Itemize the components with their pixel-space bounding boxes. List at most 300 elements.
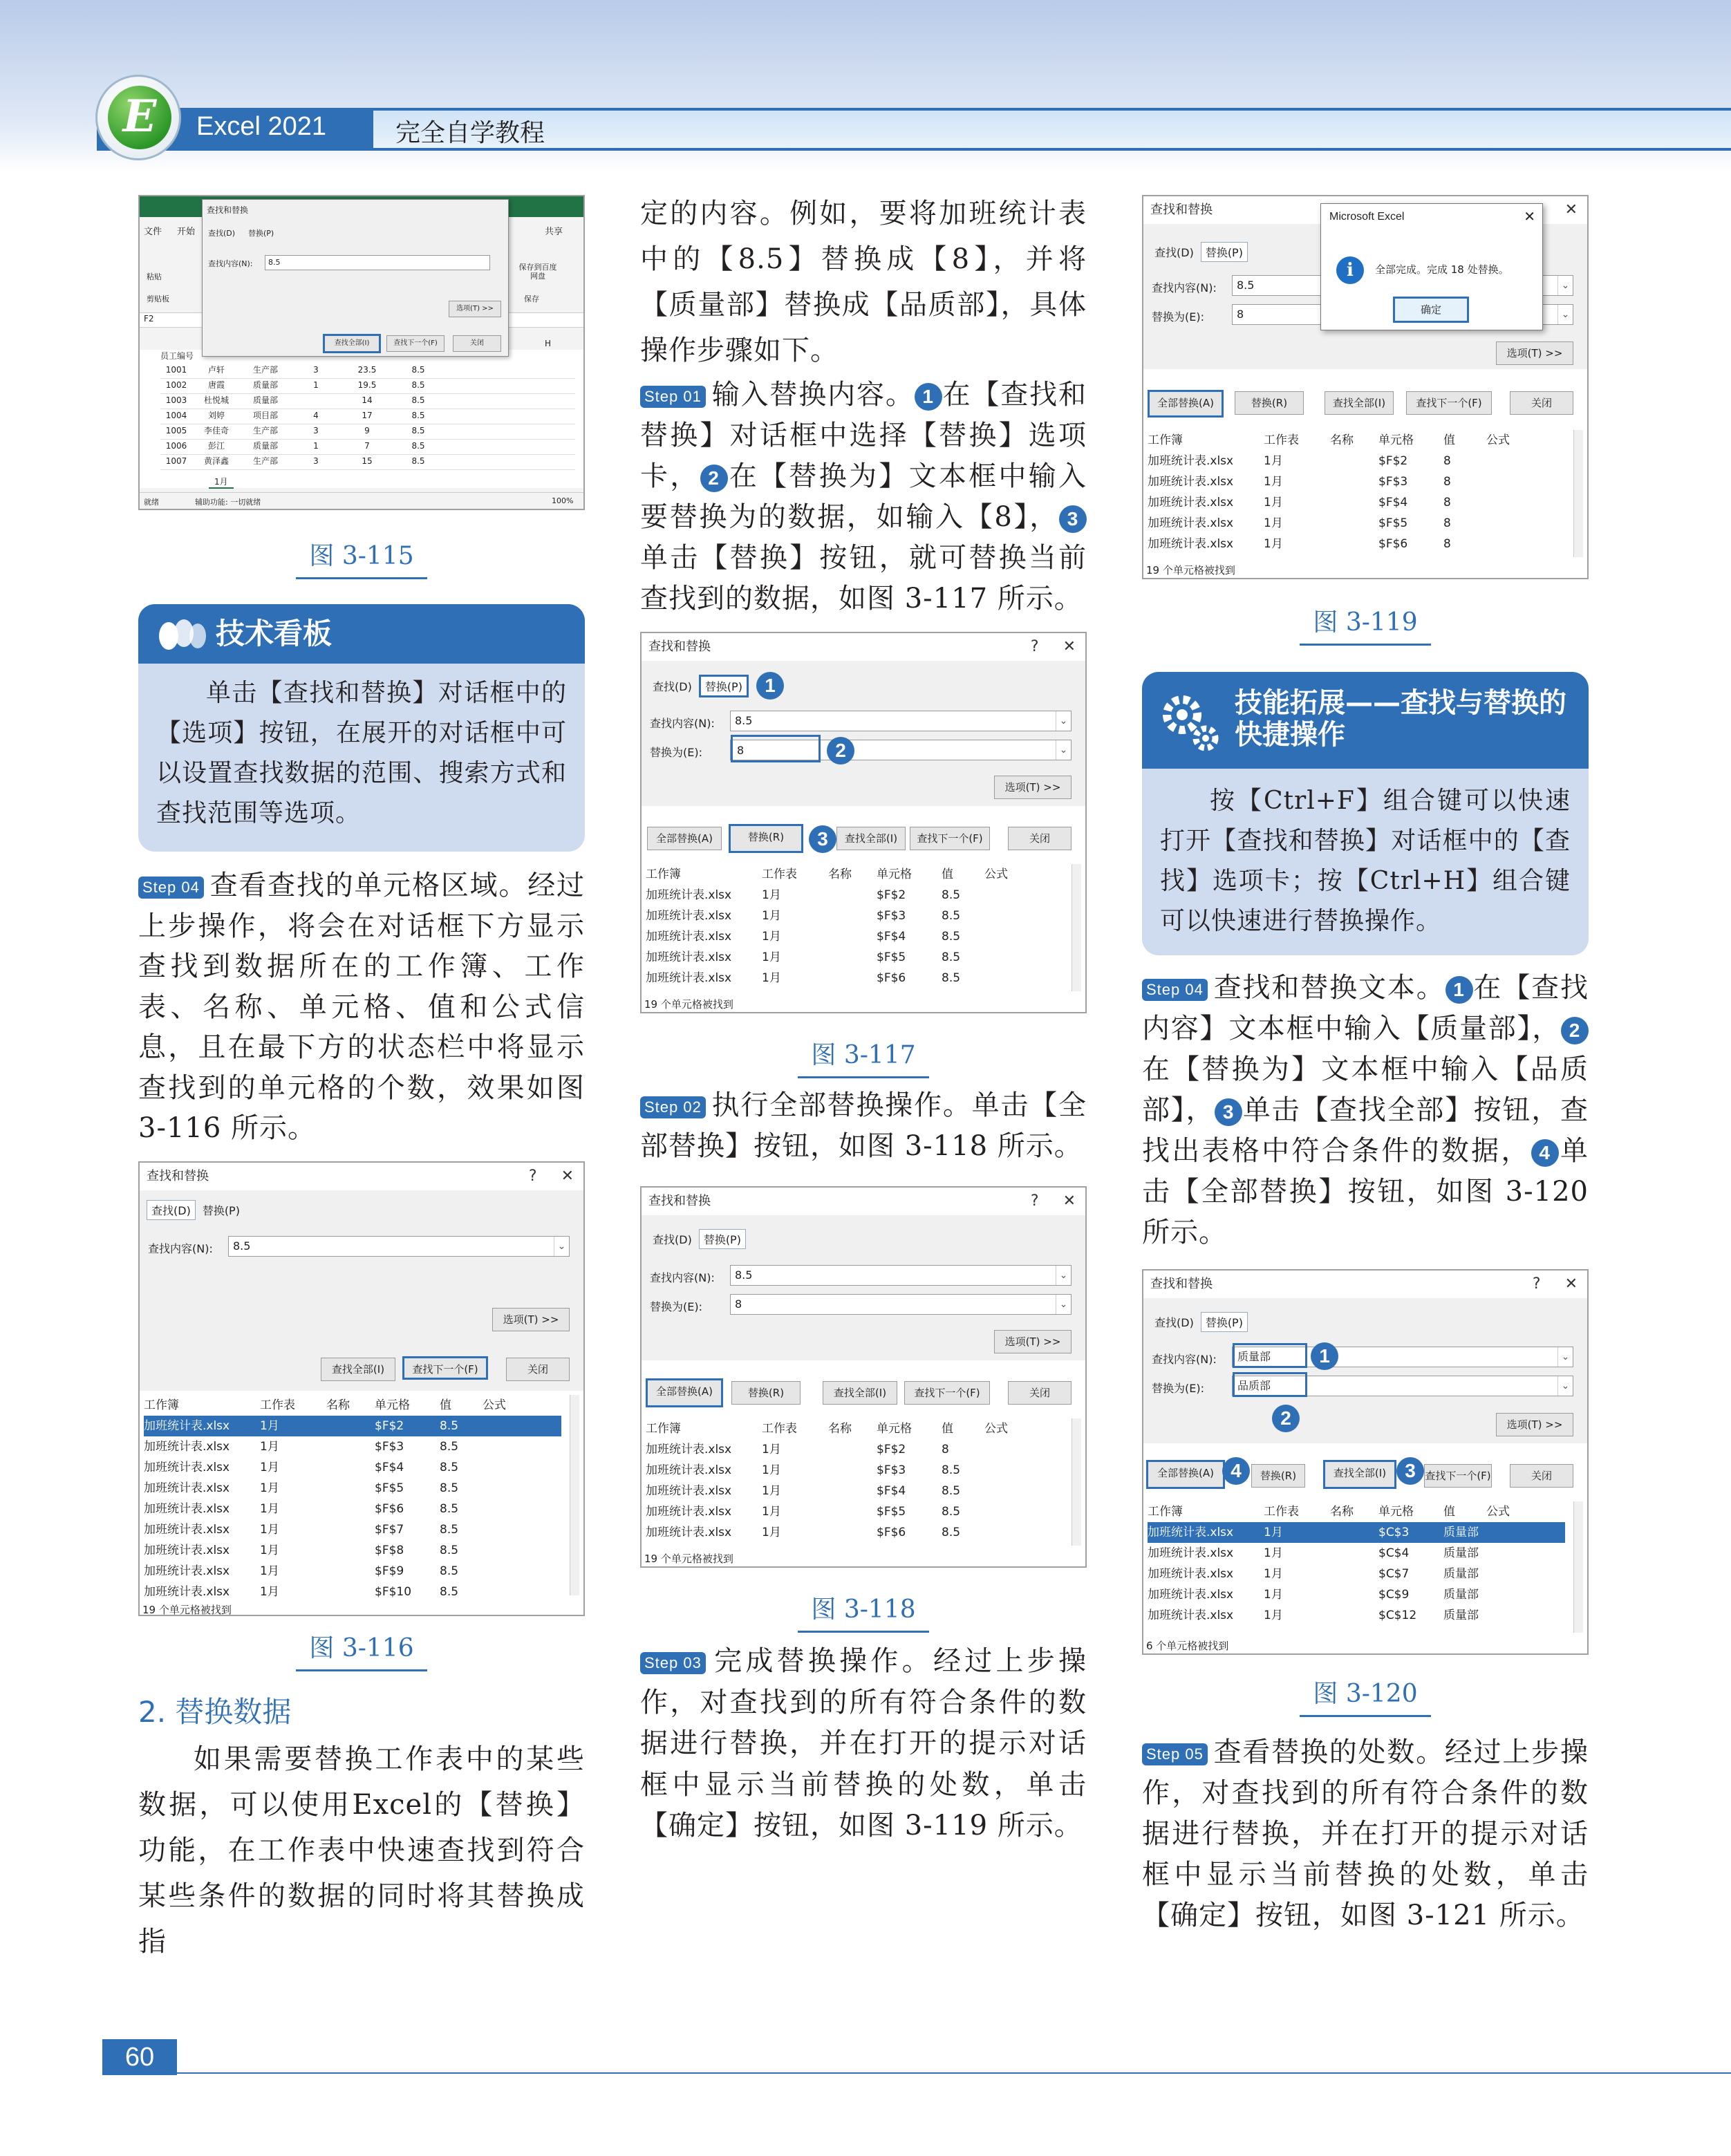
tab-find[interactable]: 查找(D) bbox=[208, 229, 236, 238]
footer-rule bbox=[177, 2072, 1731, 2074]
sheet-cell[interactable]: 8.5 bbox=[411, 456, 425, 466]
sheet-cell[interactable]: 黄泽鑫 bbox=[203, 456, 229, 466]
options-button[interactable]: 选项(T) >> bbox=[492, 1308, 570, 1331]
results-scrollbar[interactable] bbox=[1072, 864, 1081, 991]
sheet-cell[interactable]: 1 bbox=[313, 441, 319, 451]
step01-text-d: 单击【替换】按钮，就可替换当前查找到的数据，如图 3-117 所示。 bbox=[640, 542, 1087, 615]
sheet-cell[interactable]: 彭江 bbox=[207, 441, 225, 451]
column-header[interactable]: 工作簿 bbox=[646, 868, 681, 881]
sheet-cell[interactable]: 8.5 bbox=[411, 411, 425, 420]
results-table bbox=[646, 864, 1063, 988]
table-cell: 加班统计表.xlsx bbox=[1148, 1588, 1234, 1602]
marker-2: 2 bbox=[827, 737, 854, 765]
table-cell: 8.5 bbox=[942, 1484, 961, 1498]
table-cell: 加班统计表.xlsx bbox=[646, 1463, 732, 1477]
ribbon-save-group: 保存 bbox=[524, 294, 539, 303]
help-close-icons[interactable]: ? ✕ bbox=[1030, 1192, 1076, 1210]
table-row[interactable] bbox=[646, 1501, 1063, 1522]
table-cell: 8.5 bbox=[942, 1463, 961, 1477]
column-header[interactable]: 公式 bbox=[984, 1422, 1008, 1436]
table-cell: 8.5 bbox=[440, 1564, 459, 1578]
dialog-title: 查找和替换 bbox=[207, 205, 249, 215]
column-header[interactable]: 值 bbox=[1443, 1505, 1455, 1519]
table-row[interactable] bbox=[646, 926, 1063, 947]
table-row[interactable] bbox=[1148, 513, 1565, 534]
replace-button[interactable]: 替换(R) bbox=[1235, 391, 1304, 415]
sheet-cell[interactable]: 生产部 bbox=[252, 365, 278, 375]
help-close-icons[interactable]: ? ✕ bbox=[1532, 1275, 1578, 1293]
sheet-cell[interactable]: 9 bbox=[364, 426, 370, 435]
table-row[interactable] bbox=[144, 1478, 561, 1499]
logo-icon: E bbox=[108, 86, 171, 149]
replace-input[interactable]: 8 ⌄ bbox=[1232, 304, 1573, 325]
table-cell: 8.5 bbox=[440, 1419, 459, 1433]
dialog-title: 查找和替换 bbox=[1150, 1277, 1213, 1291]
table-row[interactable] bbox=[144, 1582, 561, 1602]
step03-paragraph bbox=[640, 1641, 1087, 1847]
caption-3-115: 图 3-115 bbox=[277, 536, 447, 579]
options-button[interactable]: 选项(T) >> bbox=[449, 301, 501, 317]
status-accessibility: 辅助功能: 一切就绪 bbox=[195, 498, 261, 507]
tab-find[interactable]: 查找(D) bbox=[653, 680, 692, 693]
column-header[interactable]: 工作表 bbox=[1264, 433, 1299, 447]
step04a-paragraph bbox=[138, 865, 585, 1149]
table-cell: 加班统计表.xlsx bbox=[1148, 454, 1234, 468]
table-cell: 1月 bbox=[762, 1505, 781, 1519]
sheet-cell[interactable]: 14 bbox=[362, 395, 373, 405]
table-row[interactable] bbox=[646, 906, 1063, 926]
sheet-cell[interactable]: 8.5 bbox=[411, 395, 425, 405]
column-header[interactable]: 工作表 bbox=[762, 1422, 797, 1436]
table-cell: 加班统计表.xlsx bbox=[1148, 475, 1234, 489]
ribbon-clipboard-group: 剪贴板 bbox=[147, 294, 169, 303]
column-header[interactable]: 单元格 bbox=[1378, 1505, 1414, 1519]
table-cell: 1月 bbox=[762, 1463, 781, 1477]
sheet-cell[interactable]: 8.5 bbox=[411, 426, 425, 435]
figure-3-119 bbox=[1142, 195, 1589, 579]
find-all-button[interactable]: 查找全部(I) bbox=[836, 827, 906, 850]
table-cell: $F$5 bbox=[877, 950, 906, 964]
options-button[interactable]: 选项(T) >> bbox=[994, 1330, 1072, 1353]
tab-replace[interactable]: 替换(P) bbox=[699, 1229, 746, 1249]
marker-1: 1 bbox=[1311, 1342, 1338, 1370]
sheet-cell[interactable]: 质量部 bbox=[252, 395, 278, 405]
worksheet-grid bbox=[140, 350, 585, 488]
ribbon-home-tab[interactable]: 开始 bbox=[177, 227, 196, 237]
column-header[interactable]: 值 bbox=[942, 1422, 953, 1436]
step-badge: Step 03 bbox=[640, 1652, 706, 1674]
options-button[interactable]: 选项(T) >> bbox=[994, 776, 1072, 799]
marker-3: 3 bbox=[1215, 1098, 1242, 1126]
sheet-cell[interactable]: 1002 bbox=[165, 380, 187, 390]
figure-3-116 bbox=[138, 1161, 585, 1616]
find-input[interactable]: 8.5 ⌄ bbox=[730, 1265, 1072, 1286]
find-next-button[interactable]: 查找下一个(F) bbox=[402, 1356, 488, 1380]
step-badge: Step 02 bbox=[640, 1096, 706, 1118]
sheet-cell[interactable]: 生产部 bbox=[252, 426, 278, 435]
step04a-text: 查看查找的单元格区域。经过上步操作，将会在对话框下方显示查找到数据所在的工作簿、工作表、名称、单元格、值和公式信息，且在最下方的状态栏中将显示查找到的单元格的个数，效果如图 3-116 所示。 bbox=[138, 870, 585, 1144]
sheet-tab-jan[interactable]: 1月 bbox=[209, 476, 234, 489]
close-button[interactable]: 关闭 bbox=[1510, 1464, 1573, 1488]
table-cell: 8 bbox=[1443, 496, 1451, 509]
close-button[interactable]: 关闭 bbox=[506, 1358, 570, 1381]
column-header[interactable]: 名称 bbox=[1330, 1505, 1354, 1519]
table-row[interactable] bbox=[1148, 1522, 1565, 1543]
results-status: 19 个单元格被找到 bbox=[1146, 564, 1235, 577]
sheet-cell[interactable]: 刘婷 bbox=[207, 411, 225, 420]
replace-all-button[interactable]: 全部替换(A) bbox=[646, 1378, 723, 1407]
column-header[interactable]: 值 bbox=[942, 868, 953, 881]
table-cell: 加班统计表.xlsx bbox=[646, 888, 732, 902]
sheet-cell[interactable]: 19.5 bbox=[357, 380, 377, 390]
step-badge: Step 04 bbox=[138, 877, 204, 899]
table-cell: $F$3 bbox=[877, 909, 906, 923]
replace-input[interactable]: 8 ⌄ bbox=[730, 1294, 1072, 1315]
table-cell: $F$2 bbox=[877, 1443, 906, 1456]
table-cell: $F$4 bbox=[877, 1484, 906, 1498]
table-cell: 加班统计表.xlsx bbox=[1148, 1567, 1234, 1581]
figure-3-115 bbox=[138, 195, 585, 510]
tab-find[interactable]: 查找(D) bbox=[1154, 1316, 1194, 1329]
replace-button[interactable]: 替换(R) bbox=[1251, 1464, 1305, 1488]
find-replace-dialog bbox=[202, 199, 509, 357]
column-header[interactable]: 工作簿 bbox=[1148, 1505, 1183, 1519]
tech-tip-title: 技术看板 bbox=[216, 617, 333, 650]
tech-tip-body: 单击【查找和替换】对话框中的【选项】按钮，在展开的对话框中可以设置查找数据的范围、搜索方式和查找范围等选项。 bbox=[156, 679, 567, 827]
table-cell: $C$4 bbox=[1378, 1546, 1410, 1560]
sheet-row bbox=[160, 364, 575, 379]
column-header[interactable]: 名称 bbox=[828, 868, 852, 881]
sheet-cell[interactable]: 质量部 bbox=[252, 441, 278, 451]
dialog-title: 查找和替换 bbox=[648, 1194, 711, 1208]
table-cell: $F$3 bbox=[375, 1440, 404, 1454]
gear-icon bbox=[1157, 688, 1224, 755]
column-header[interactable]: 单元格 bbox=[375, 1398, 410, 1412]
column-header[interactable]: 公式 bbox=[984, 868, 1008, 881]
sheet-row bbox=[160, 409, 575, 424]
table-cell: 8.5 bbox=[942, 1526, 961, 1539]
sheet-cell[interactable]: 23.5 bbox=[357, 365, 377, 375]
step04b-text-c: 在【替换为】文本框中输入【品质部】， bbox=[1142, 1053, 1589, 1126]
table-cell: 1月 bbox=[762, 950, 781, 964]
sheet-cell[interactable]: 1004 bbox=[165, 411, 187, 420]
sheet-cell[interactable]: 杜悦城 bbox=[203, 395, 229, 405]
sheet-cell[interactable]: 生产部 bbox=[252, 456, 278, 466]
table-cell: 质量部 bbox=[1443, 1567, 1479, 1581]
find-all-button[interactable]: 查找全部(I) bbox=[1325, 391, 1394, 415]
results-table bbox=[1148, 1501, 1565, 1626]
chevron-down-icon[interactable]: ⌄ bbox=[554, 1237, 569, 1256]
marker-1: 1 bbox=[756, 672, 784, 700]
find-input[interactable]: 质量部 ⌄ bbox=[1232, 1347, 1573, 1367]
marker-1: 1 bbox=[1445, 976, 1473, 1004]
chevron-down-icon[interactable]: ⌄ bbox=[1056, 740, 1071, 760]
table-row[interactable] bbox=[144, 1519, 561, 1540]
table-cell: 8 bbox=[1443, 475, 1451, 489]
table-row[interactable] bbox=[646, 885, 1063, 906]
column-header[interactable]: 值 bbox=[1443, 433, 1455, 447]
table-cell: 加班统计表.xlsx bbox=[144, 1502, 230, 1516]
sheet-cell[interactable]: 质量部 bbox=[252, 380, 278, 390]
sheet-cell[interactable]: 3 bbox=[313, 456, 319, 466]
sheet-cell[interactable]: 15 bbox=[362, 456, 373, 466]
table-cell: 加班统计表.xlsx bbox=[646, 1526, 732, 1539]
table-cell: 8 bbox=[1443, 454, 1451, 468]
table-cell: 1月 bbox=[1264, 1526, 1283, 1539]
sheet-cell[interactable]: 唐霞 bbox=[207, 380, 225, 390]
replace-all-button[interactable]: 全部替换(A) bbox=[1146, 1460, 1225, 1489]
table-cell: 1月 bbox=[762, 888, 781, 902]
column-header[interactable]: 单元格 bbox=[877, 868, 912, 881]
sheet-cell[interactable]: 8.5 bbox=[411, 380, 425, 390]
table-row[interactable] bbox=[1148, 534, 1565, 554]
table-row[interactable] bbox=[1148, 1584, 1565, 1605]
skill-tip-body: 按【Ctrl+F】组合键可以快速打开【查找和替换】对话框中的【查找】选项卡；按【Ctrl+H】组合键可以快速进行替换操作。 bbox=[1160, 787, 1571, 935]
column-header[interactable]: 名称 bbox=[326, 1398, 350, 1412]
sheet-cell[interactable]: 4 bbox=[313, 411, 319, 420]
sheet-cell[interactable]: 1005 bbox=[165, 426, 187, 435]
chevron-down-icon[interactable]: ⌄ bbox=[1557, 276, 1573, 295]
results-header bbox=[646, 864, 1063, 885]
sheet-cell[interactable]: 1003 bbox=[165, 395, 187, 405]
close-button[interactable]: 关闭 bbox=[1008, 1381, 1072, 1405]
table-cell: 1月 bbox=[1264, 1609, 1283, 1622]
replace-input[interactable]: 品质部 ⌄ bbox=[1232, 1376, 1573, 1396]
tab-replace[interactable]: 替换(P) bbox=[248, 229, 274, 238]
tech-tip-icon bbox=[156, 617, 209, 653]
find-next-button[interactable]: 查找下一个(F) bbox=[904, 1381, 990, 1405]
column-header[interactable]: 工作表 bbox=[260, 1398, 295, 1412]
table-row[interactable] bbox=[1148, 451, 1565, 471]
caption-3-116: 图 3-116 bbox=[277, 1629, 447, 1671]
ok-button[interactable]: 确定 bbox=[1393, 297, 1469, 323]
column-header[interactable]: 单元格 bbox=[1378, 433, 1414, 447]
step01-text-a: 输入替换内容。 bbox=[711, 379, 915, 411]
table-row[interactable] bbox=[646, 1439, 1063, 1460]
table-cell: 1月 bbox=[1264, 475, 1283, 489]
find-label: 查找内容(N): bbox=[148, 1242, 213, 1255]
tab-find[interactable]: 查找(D) bbox=[653, 1233, 692, 1246]
column-header[interactable]: 名称 bbox=[1330, 433, 1354, 447]
column-header[interactable]: 工作簿 bbox=[144, 1398, 179, 1412]
column-header[interactable]: 单元格 bbox=[877, 1422, 912, 1436]
caption-3-117: 图 3-117 bbox=[778, 1035, 948, 1078]
table-cell: 加班统计表.xlsx bbox=[144, 1481, 230, 1495]
sheet-cell[interactable]: 1007 bbox=[165, 456, 187, 466]
table-cell: $F$4 bbox=[877, 930, 906, 944]
table-row[interactable] bbox=[144, 1540, 561, 1561]
step04b-text-e: 单击【全部替换】按钮，如图 3-120 所示。 bbox=[1142, 1135, 1589, 1248]
sheet-cell[interactable]: 8.5 bbox=[411, 365, 425, 375]
table-cell: 1月 bbox=[1264, 1588, 1283, 1602]
skill-tip-box bbox=[1142, 672, 1589, 955]
find-all-button[interactable]: 查找全部(I) bbox=[321, 1358, 395, 1381]
column-header[interactable]: 值 bbox=[440, 1398, 451, 1412]
close-button[interactable]: 关闭 bbox=[1008, 827, 1072, 850]
table-row[interactable] bbox=[646, 1522, 1063, 1543]
chevron-down-icon[interactable]: ⌄ bbox=[1056, 1266, 1071, 1285]
close-icon[interactable]: ✕ bbox=[1564, 201, 1578, 218]
find-label: 查找内容(N): bbox=[1152, 281, 1217, 294]
results-scrollbar[interactable] bbox=[1072, 1418, 1081, 1546]
replace-all-button[interactable]: 全部替换(A) bbox=[647, 827, 722, 850]
step-badge: Step 01 bbox=[640, 386, 706, 408]
status-ready: 就绪 bbox=[144, 498, 159, 507]
table-row[interactable] bbox=[1148, 1543, 1565, 1564]
help-close-icons[interactable]: ? ✕ bbox=[528, 1168, 574, 1185]
chevron-down-icon[interactable]: ⌄ bbox=[1557, 1376, 1573, 1396]
replace-button[interactable]: 替换(R) bbox=[729, 824, 803, 853]
table-row[interactable] bbox=[144, 1561, 561, 1582]
table-cell: 8.5 bbox=[942, 950, 961, 964]
chevron-down-icon[interactable]: ⌄ bbox=[1557, 1347, 1573, 1367]
table-row[interactable] bbox=[1148, 1564, 1565, 1584]
table-cell: $F$7 bbox=[375, 1523, 404, 1537]
column-header[interactable]: 工作表 bbox=[1264, 1505, 1299, 1519]
replace-all-button[interactable]: 全部替换(A) bbox=[1148, 390, 1224, 418]
step04b-text-d: 单击【查找全部】按钮，查找出表格中符合条件的数据， bbox=[1142, 1094, 1589, 1167]
find-all-button[interactable]: 查找全部(I) bbox=[823, 1381, 897, 1405]
find-all-button[interactable]: 查找全部(I) bbox=[323, 334, 381, 353]
table-cell: $F$10 bbox=[375, 1585, 412, 1599]
table-row[interactable] bbox=[646, 1481, 1063, 1501]
table-row[interactable] bbox=[144, 1457, 561, 1478]
table-cell: 1月 bbox=[1264, 1546, 1283, 1560]
name-box[interactable]: F2 bbox=[144, 314, 154, 324]
table-row[interactable] bbox=[646, 968, 1063, 988]
ribbon-share-button[interactable]: 共享 bbox=[545, 227, 563, 237]
table-cell: 1月 bbox=[260, 1419, 279, 1433]
help-close-icons[interactable]: ? ✕ bbox=[1030, 638, 1076, 655]
status-zoom[interactable]: 100% bbox=[552, 496, 574, 505]
results-status: 19 个单元格被找到 bbox=[644, 998, 733, 1011]
tab-replace[interactable]: 替换(P) bbox=[1201, 1312, 1248, 1332]
sheet-cell[interactable]: 17 bbox=[362, 411, 373, 420]
sheet-cell[interactable]: 1 bbox=[313, 380, 319, 390]
chevron-down-icon[interactable]: ⌄ bbox=[1056, 711, 1071, 731]
caption-3-118: 图 3-118 bbox=[778, 1590, 948, 1633]
replace-input[interactable]: 8 ⌄ bbox=[730, 740, 1072, 760]
options-button[interactable]: 选项(T) >> bbox=[1496, 1413, 1573, 1436]
table-row[interactable] bbox=[1148, 1605, 1565, 1626]
sheet-cell[interactable]: 3 bbox=[313, 365, 319, 375]
sheet-cell[interactable]: 项目部 bbox=[252, 411, 278, 420]
replace-button[interactable]: 替换(R) bbox=[731, 1381, 801, 1405]
table-row[interactable] bbox=[144, 1499, 561, 1519]
tab-replace[interactable]: 替换(P) bbox=[1201, 242, 1248, 262]
table-row[interactable] bbox=[144, 1436, 561, 1457]
results-scrollbar[interactable] bbox=[1573, 1501, 1583, 1633]
sheet-cell[interactable]: 3 bbox=[313, 426, 319, 435]
table-cell: $F$2 bbox=[375, 1419, 404, 1433]
results-header bbox=[1148, 430, 1565, 451]
table-cell: 加班统计表.xlsx bbox=[1148, 1546, 1234, 1560]
results-scrollbar[interactable] bbox=[570, 1395, 579, 1595]
table-cell: $F$9 bbox=[375, 1564, 404, 1578]
close-button[interactable]: 关闭 bbox=[1510, 391, 1573, 415]
find-all-button[interactable]: 查找全部(I) bbox=[1323, 1460, 1396, 1489]
find-input[interactable]: 8.5 ⌄ bbox=[730, 711, 1072, 731]
table-cell: 加班统计表.xlsx bbox=[144, 1523, 230, 1537]
tab-find[interactable]: 查找(D) bbox=[1154, 246, 1194, 259]
sheet-row bbox=[160, 455, 575, 470]
column-header[interactable]: 名称 bbox=[828, 1422, 852, 1436]
table-cell: 加班统计表.xlsx bbox=[646, 909, 732, 923]
find-next-button[interactable]: 查找下一个(F) bbox=[1424, 1464, 1492, 1488]
table-row[interactable] bbox=[646, 1460, 1063, 1481]
ribbon-file-tab[interactable]: 文件 bbox=[144, 227, 162, 237]
sheet-cell[interactable]: 李佳奇 bbox=[203, 426, 229, 435]
step05-paragraph bbox=[1142, 1732, 1589, 1936]
find-next-button[interactable]: 查找下一个(F) bbox=[386, 335, 445, 352]
column-header[interactable]: 公式 bbox=[1486, 1505, 1510, 1519]
column-header[interactable]: 公式 bbox=[483, 1398, 506, 1412]
table-cell: 8.5 bbox=[942, 930, 961, 944]
table-cell: 加班统计表.xlsx bbox=[646, 950, 732, 964]
find-label: 查找内容(N): bbox=[650, 717, 715, 730]
column-header[interactable]: 公式 bbox=[1486, 433, 1510, 447]
skill-tip-title-1: 技能拓展——查找与替换的 bbox=[1235, 687, 1566, 719]
sheet-cell[interactable]: 1006 bbox=[165, 441, 187, 451]
table-cell: $F$5 bbox=[1378, 516, 1408, 530]
options-button[interactable]: 选项(T) >> bbox=[1496, 341, 1573, 365]
column-header[interactable]: 工作表 bbox=[762, 868, 797, 881]
skill-tip-title-2: 快捷操作 bbox=[1235, 719, 1345, 751]
ribbon-save-to-cloud[interactable]: 保存到百度网盘 bbox=[518, 263, 557, 281]
sheet-cell[interactable]: 卢轩 bbox=[207, 365, 225, 375]
tab-replace[interactable]: 替换(P) bbox=[699, 675, 749, 697]
close-button[interactable]: 关闭 bbox=[453, 335, 501, 352]
close-icon[interactable]: ✕ bbox=[1524, 208, 1535, 225]
marker-3: 3 bbox=[1396, 1457, 1424, 1485]
table-cell: 加班统计表.xlsx bbox=[646, 1484, 732, 1498]
find-next-button[interactable]: 查找下一个(F) bbox=[1406, 391, 1492, 415]
table-cell: $F$6 bbox=[1378, 537, 1408, 551]
table-cell: $F$6 bbox=[877, 1526, 906, 1539]
column-header[interactable]: 工作簿 bbox=[1148, 433, 1183, 447]
results-status: 6 个单元格被找到 bbox=[1146, 1640, 1229, 1652]
table-cell: 质量部 bbox=[1443, 1546, 1479, 1560]
table-cell: 加班统计表.xlsx bbox=[1148, 537, 1234, 551]
caption-3-120: 图 3-120 bbox=[1280, 1674, 1450, 1717]
table-row[interactable] bbox=[1148, 471, 1565, 492]
table-cell: $F$4 bbox=[1378, 496, 1408, 509]
col2-intro: 定的内容。例如，要将加班统计表中的【8.5】替换成【8】，并将【质量部】替换成【品质部】，具体操作步骤如下。 bbox=[640, 198, 1087, 366]
sheet-cell[interactable]: 7 bbox=[364, 441, 370, 451]
marker-1: 1 bbox=[915, 383, 942, 411]
marker-3: 3 bbox=[1059, 505, 1087, 533]
column-header[interactable]: 工作簿 bbox=[646, 1422, 681, 1436]
find-next-button[interactable]: 查找下一个(F) bbox=[910, 827, 990, 850]
tab-find[interactable]: 查找(D) bbox=[147, 1200, 196, 1220]
tab-replace[interactable]: 替换(P) bbox=[202, 1204, 240, 1217]
find-input[interactable]: 8.5 ⌄ bbox=[1232, 275, 1573, 296]
table-row[interactable] bbox=[144, 1416, 561, 1436]
chevron-down-icon[interactable]: ⌄ bbox=[1056, 1295, 1071, 1314]
chevron-down-icon[interactable]: ⌄ bbox=[1557, 305, 1573, 324]
table-cell: $C$3 bbox=[1378, 1526, 1410, 1539]
table-cell: 1月 bbox=[1264, 516, 1283, 530]
find-input[interactable]: 8.5 ⌄ bbox=[228, 1236, 570, 1257]
table-row[interactable] bbox=[1148, 492, 1565, 513]
ribbon-paste[interactable]: 粘贴 bbox=[147, 272, 162, 281]
results-scrollbar[interactable] bbox=[1573, 430, 1583, 557]
table-row[interactable] bbox=[646, 947, 1063, 968]
sheet-cell[interactable]: 1001 bbox=[165, 365, 187, 375]
sheet-cell[interactable]: 8.5 bbox=[411, 441, 425, 451]
find-input[interactable]: 8.5 bbox=[265, 255, 490, 270]
step01-text-c: 在【替换为】文本框中输入要替换为的数据，如输入【8】， bbox=[640, 460, 1087, 533]
